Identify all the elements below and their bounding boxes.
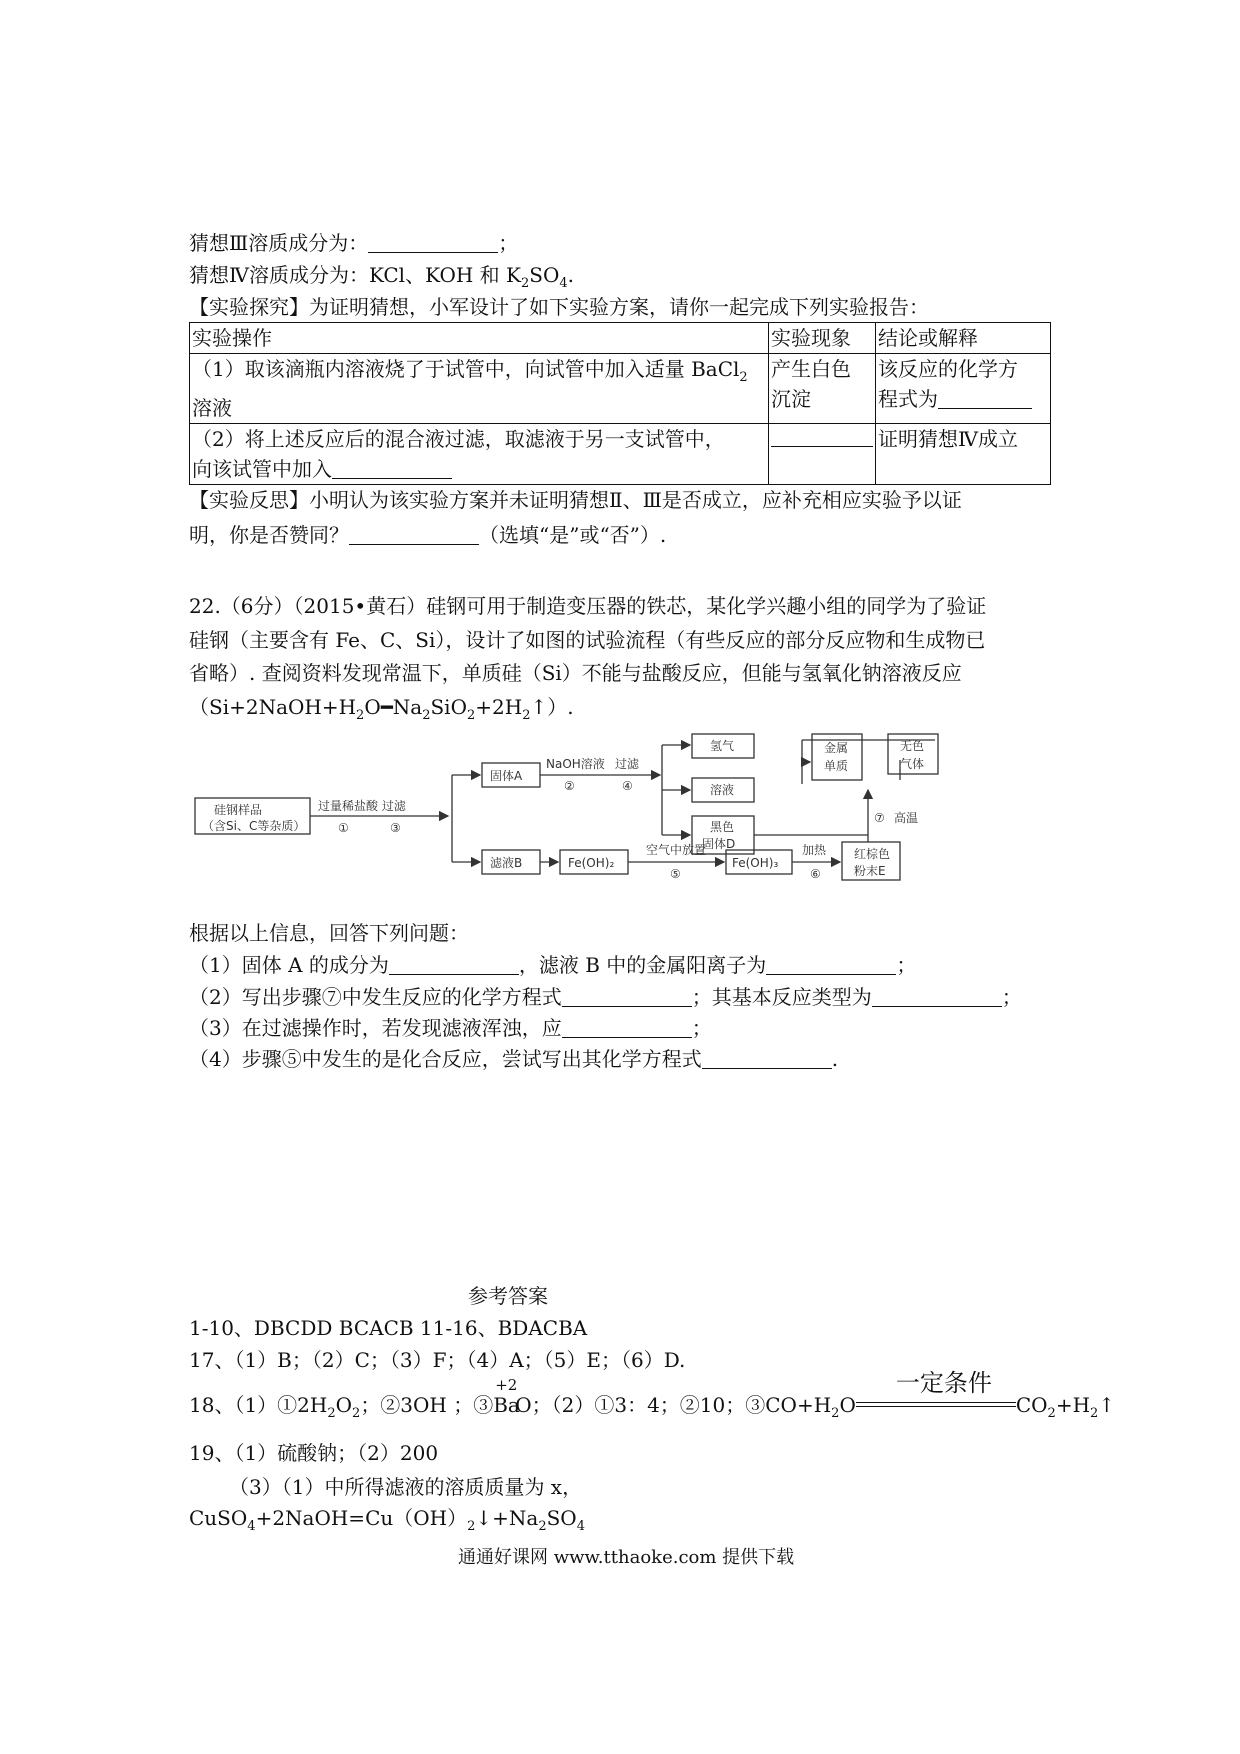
table-header-row xyxy=(190,323,1051,354)
guess4-line: 猜想Ⅳ溶质成分为：KCl、KOH 和 $K_2SO_4$. xyxy=(189,263,575,291)
reaction-type-blank[interactable] xyxy=(872,986,1002,1007)
answers-title: 参考答案 xyxy=(468,1284,548,1308)
ba-valence: +2 Ba xyxy=(493,1376,520,1417)
flow-air-label: 空气中放置 xyxy=(646,843,707,857)
q22-line4: $(Si+2NaOH+H_2O━Na_2SiO_2+2H_2↑)$. xyxy=(189,695,574,723)
flow-feoh2-label: Fe(OH)₂ xyxy=(568,856,615,870)
flow-black-d-label: 固体D xyxy=(702,837,736,851)
answer-1-16: 1-10、DBCDD BCACB 11-16、BDACBA xyxy=(189,1316,588,1340)
flow-step5: ⑤ xyxy=(670,867,681,881)
q2-line: （2）写出步骤⑦中发生反应的化学方程式 ；其基本反应类型为 ； xyxy=(189,985,1022,1009)
row2-operation: （2）将上述反应后的混合液过滤，取滤液于另一支试管中， 向该试管中加入 xyxy=(190,424,769,485)
process-flow-diagram xyxy=(190,730,1000,890)
equation-blank[interactable] xyxy=(938,388,1032,409)
q4-line: （4）步骤⑤中发生的是化合反应，尝试写出其化学方程式 . xyxy=(189,1047,839,1071)
questions-intro: 根据以上信息，回答下列问题： xyxy=(189,921,469,945)
q22-line3: 省略）. 查阅资料发现常温下，单质硅（Si）不能与盐酸反应，但能与氢氧化钠溶液反应 xyxy=(189,661,962,685)
row1-phenomenon: 产生白色 沉淀 xyxy=(769,354,876,424)
flow-gas-label: 无色 xyxy=(900,739,925,753)
flow-step2: ② xyxy=(564,779,575,793)
flow-solution-label: 溶液 xyxy=(710,783,735,797)
flow-hydrogen-label: 氢气 xyxy=(710,739,735,753)
answer-17: 17、（1）B；（2）C；（3）F；（4）A；（5）E；（6）D. xyxy=(189,1348,686,1372)
flow-feoh3-label: Fe(OH)₃ xyxy=(732,856,779,870)
row1-conclusion: 该反应的化学方 程式为 xyxy=(876,354,1051,424)
row2-phenomenon xyxy=(769,424,876,485)
flow-black-label: 黑色 xyxy=(710,820,735,834)
flow-solid-a-label: 固体A xyxy=(490,769,523,783)
flow-filtrate-b-label: 滤液B xyxy=(490,856,523,870)
filter-blank[interactable] xyxy=(562,1017,692,1038)
header-conclusion: 结论或解释 xyxy=(876,323,1051,354)
phenomenon-blank[interactable] xyxy=(771,424,873,447)
flow-gas2-label: 气体 xyxy=(900,757,925,771)
flow-step6: ⑥ xyxy=(810,867,821,881)
explore-line: 【实验探究】为证明猜想，小军设计了如下实验方案，请你一起完成下列实验报告： xyxy=(189,295,929,319)
answer-19: 19、（1）硫酸钠；（2）200 xyxy=(189,1441,439,1465)
condition-arrow: 一定条件 xyxy=(856,1392,1016,1412)
answer-equation: $CuSO_4+2NaOH=Cu(OH)_2↓+Na_2SO_4$ xyxy=(189,1506,585,1534)
table-row xyxy=(190,354,1051,424)
flow-hightemp-label: 高温 xyxy=(894,811,919,825)
flow-step7: ⑦ xyxy=(874,811,885,825)
answer-18: 18、$(1)①2H_2O_2$；②3OH ；③ +2 BaO；（2）①3：4；②10；$③CO+H_2O$ 一定条件 $CO_2+H_2↑$ xyxy=(189,1369,1116,1421)
header-phenomenon: 实验现象 xyxy=(769,323,876,354)
table-row xyxy=(190,424,1051,485)
flow-metal2-label: 单质 xyxy=(824,759,849,773)
flow-heat-label: 加热 xyxy=(802,843,827,857)
flow-naoh-label: NaOH溶液 xyxy=(546,757,605,771)
flow-svg xyxy=(190,730,1000,890)
row1-operation: （1）取该滴瓶内溶液烧了于试管中，向试管中加入适量 BaCl$_2$ 溶液 xyxy=(190,354,769,424)
agree-blank[interactable] xyxy=(349,524,479,545)
flow-acid-label: 过量稀盐酸 过滤 xyxy=(318,799,406,813)
flow-sample-label: 硅钢样品 xyxy=(214,803,263,817)
flow-step1: ① xyxy=(338,821,349,835)
reflect-line1: 【实验反思】小明认为该实验方案并未证明猜想Ⅱ、Ⅲ是否成立，应补充相应实验予以证 xyxy=(189,488,962,512)
reflect-line2: 明，你是否赞同？ （选填“是”或“否”）. xyxy=(189,523,667,547)
flow-step4: ④ xyxy=(622,779,633,793)
flow-metal-label: 金属 xyxy=(824,741,849,755)
q22-line1: 22.（6分）（2015•黄石）硅钢可用于制造变压器的铁芯，某化学兴趣小组的同学为了验证 xyxy=(189,594,987,618)
header-operation: 实验操作 xyxy=(190,323,769,354)
q3-line: （3）在过滤操作时，若发现滤液浑浊，应 ； xyxy=(189,1016,712,1040)
experiment-report-table xyxy=(189,322,1051,485)
reagent-blank[interactable] xyxy=(332,458,452,479)
footer-text: 通通好课网 www.tthaoke.com 提供下载 xyxy=(458,1547,795,1568)
answer-19-3: （3）（1）中所得滤液的溶质质量为 x， xyxy=(229,1475,583,1499)
solid-a-blank[interactable] xyxy=(389,954,519,975)
flow-red-e-label: 粉末E xyxy=(854,864,886,878)
flow-sample-sub-label: （含Si、C等杂质） xyxy=(202,819,306,833)
flow-red-label: 红棕色 xyxy=(854,847,891,861)
flow-filter-label: 过滤 xyxy=(615,757,640,771)
step5-equation-blank[interactable] xyxy=(702,1048,832,1069)
cation-blank[interactable] xyxy=(766,954,896,975)
guess3-line: 猜想Ⅲ溶质成分为： ； xyxy=(189,231,519,255)
q1-line: （1）固体 A 的成分为 ，滤液 B 中的金属阳离子为 ； xyxy=(189,953,917,977)
row2-conclusion: 证明猜想Ⅳ成立 xyxy=(876,424,1051,485)
guess3-blank[interactable] xyxy=(368,232,498,253)
step7-equation-blank[interactable] xyxy=(562,986,692,1007)
flow-step3: ③ xyxy=(390,821,401,835)
q22-line2: 硅钢（主要含有 Fe、C、Si），设计了如图的试验流程（有些反应的部分反应物和生成物已 xyxy=(189,628,986,652)
